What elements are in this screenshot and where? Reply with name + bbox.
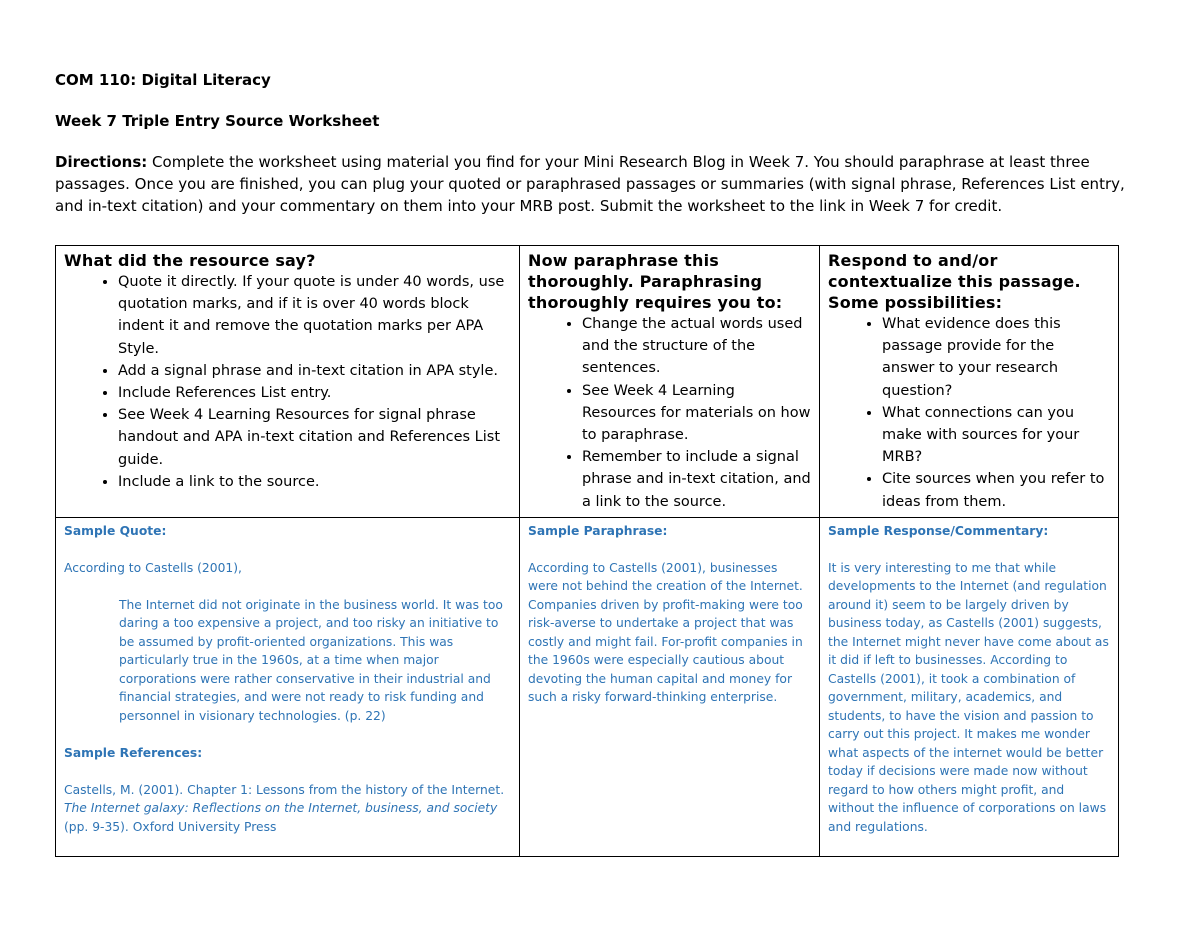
sample-paraphrase-cell	[520, 517, 820, 856]
bullet-item: • Cite sources when you refer to ideas from them.	[882, 468, 1110, 512]
bullet-item: • What connections can you make with sources for your MRB?	[882, 402, 1110, 469]
column-response-instructions	[820, 246, 1119, 518]
sample-quote-label: Sample Quote:	[64, 523, 167, 538]
sample-quote-intro: According to Castells (2001),	[64, 560, 242, 575]
sample-paraphrase-label: Sample Paraphrase:	[528, 523, 668, 538]
directions-text: Complete the worksheet using material you find for your Mini Research Blog in Week 7. You should paraphrase at least three passages. Once you are finished, you can plug your quoted or paraphrased passages or summaries (with signal phrase, References List entry, and in-text citation) and your commentary on them into your MRB post. Submit the worksheet to the link in Week 7 for credit.	[55, 153, 1125, 215]
instruction-row	[56, 246, 1119, 518]
bullet-item: • Remember to include a signal phrase and in-text citation, and a link to the source.	[582, 446, 811, 513]
response-bullet-list	[828, 313, 1110, 513]
sample-paraphrase-text: According to Castells (2001), businesses were not behind the creation of the Internet. Companies driven by profit-making were too risk-averse to undertake a project that was costly and might fail. For-profit companies in the 1960s were especially cautious about devoting the human capital and money for such a risky forward-thinking enterprise.	[528, 560, 803, 705]
course-title: COM 110: Digital Literacy	[55, 71, 271, 89]
worksheet-title: Week 7 Triple Entry Source Worksheet	[55, 112, 380, 130]
bullet-item: • Include a link to the source.	[118, 471, 511, 493]
sample-block-quote: The Internet did not originate in the business world. It was too daring a too expensive a project, and too risky an initiative to be assumed by profit-oriented organizations. This was particularly true in the 1960s, at a time when major corporations were rather conservative in their industrial and financial strategies, and were not ready to risk funding and personnel in visionary technologies. (p. 22)	[119, 597, 503, 723]
document-header	[55, 70, 1145, 217]
sample-row	[56, 517, 1119, 856]
column-resource-instructions	[56, 246, 520, 518]
column-paraphrase-instructions	[520, 246, 820, 518]
sample-response-cell	[820, 517, 1119, 856]
bullet-item: • What evidence does this passage provide for the answer to your research question?	[882, 313, 1110, 402]
bullet-item: • See Week 4 Learning Resources for signal phrase handout and APA in-text citation and References List guide.	[118, 404, 511, 471]
sample-reference-entry	[64, 781, 511, 837]
directions	[55, 151, 1145, 217]
sample-quote-cell	[56, 517, 520, 856]
reference-pages-publisher: (pp. 9-35). Oxford University Press	[64, 819, 277, 834]
reference-book-title: The Internet galaxy: Reflections on the Internet, business, and society	[64, 801, 498, 816]
worksheet-table	[55, 245, 1119, 857]
bullet-item: • Quote it directly. If your quote is under 40 words, use quotation marks, and if it is over 40 words block indent it and remove the quotation marks per APA Style.	[118, 271, 511, 360]
bullet-item: • See Week 4 Learning Resources for materials on how to paraphrase.	[582, 380, 811, 447]
column-heading-paraphrase: Now paraphrase this thoroughly. Paraphrasing thoroughly requires you to:	[528, 251, 783, 312]
bullet-item: • Change the actual words used and the structure of the sentences.	[582, 313, 811, 380]
column-heading-resource: What did the resource say?	[64, 251, 316, 270]
sample-response-text: It is very interesting to me that while developments to the Internet (and regulation around it) seem to be largely driven by business today, as Castells (2001) suggests, the Internet might never have come about as it did if left to businesses. According to Castells (2001), it took a combination of government, military, academics, and students, to have the vision and passion to carry out this project. It makes me wonder what aspects of the internet would be better today if decisions were made now without regard to how others might profit, and without the influence of corporations on laws and regulations.	[828, 560, 1109, 834]
paraphrase-bullet-list	[528, 313, 811, 513]
column-heading-response: Respond to and/or contextualize this passage. Some possibilities:	[828, 251, 1081, 312]
bullet-item: • Add a signal phrase and in-text citation in APA style.	[118, 360, 511, 382]
resource-bullet-list	[64, 271, 511, 493]
sample-references-label: Sample References:	[64, 745, 203, 760]
sample-response-label: Sample Response/Commentary:	[828, 523, 1049, 538]
bullet-item: • Include References List entry.	[118, 382, 511, 404]
directions-label: Directions:	[55, 153, 148, 171]
reference-author-chapter: Castells, M. (2001). Chapter 1: Lessons from the history of the Internet.	[64, 782, 505, 797]
